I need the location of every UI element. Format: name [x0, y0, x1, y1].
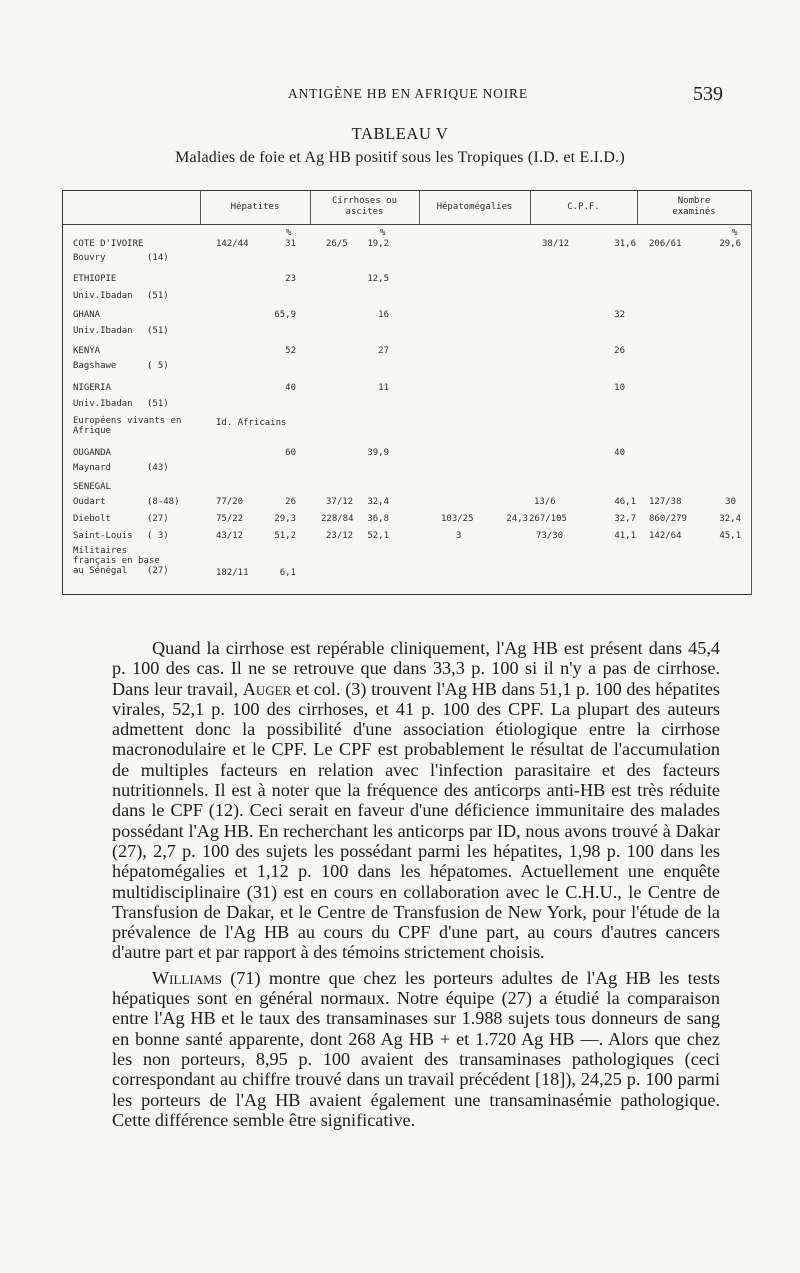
cpf-pct: 10 — [614, 383, 625, 393]
nb-ratio: 142/64 — [649, 531, 682, 541]
cir-pct: 19,2 — [367, 239, 389, 249]
hm-ratio: 3 — [456, 531, 462, 541]
hep-pct: 65,9 — [274, 310, 296, 320]
header-hepatomegalies: Hépatomégalies — [436, 202, 513, 212]
paragraph-1-part-a: Quand la cirrhose est repérable cliniquement, l'Ag HB est présent dans 45,4 p. 100 des cas. Il ne se retrouve que dans 33,3 p. 100 si il n'y a pas de cirrhose. Dans leur travail, — [112, 638, 720, 699]
paragraph-1 — [112, 638, 720, 963]
hep-ratio: 182/11 — [216, 568, 249, 578]
header-cpf: C.P.F. — [567, 202, 600, 212]
cpf-pct: 31,6 — [614, 239, 636, 249]
row-country: GHANA — [73, 310, 101, 320]
row-author: Univ.Ibadan — [73, 399, 133, 409]
cpf-pct: 46,1 — [614, 497, 636, 507]
hep-pct: 6,1 — [279, 568, 296, 578]
nb-pct: 32,4 — [719, 514, 741, 524]
row-author: Saint-Louis — [73, 531, 133, 541]
militaires-label: Militaires — [73, 546, 128, 556]
cpf-ratio: 267/105 — [529, 514, 567, 524]
paragraph-1-part-b: et col. (3) trouvent l'Ag HB dans 51,1 p. 100 des hépatites virales, 52,1 p. 100 des cirrhoses, et 41 p. 100 des CPF. La plupart des auteurs admettent donc la possibilité d'une association étiologique entre la cirrhose macronodulaire et le CPF. Le CPF est probablement le résultat de l'accumulation de multiples facteurs en relation avec l'infection parasitaire et des facteurs nutritionnels. Il est à noter que la fréquence des anticorps anti-HB est très réduite dans le CPF (12). Ceci serait en faveur d'une déficience immunitaire des malades possédant l'Ag HB. En recherchant les anticorps par ID, nous avons trouvé à Dakar (27), 2,7 p. 100 des sujets les possédant parmi les hépatites, 1,98 p. 100 dans les hépatomégalies et 1,12 p. 100 dans les hépatomes. Actuellement une enquête multidisciplinaire (31) est en cours en collaboration avec le C.H.U., le Centre de Transfusion de Dakar, et le Centre de Transfusion de New York, pour l'étude de la prévalence de l'Ag HB au cours du CPF d'une part, au cours d'autres cancers d'autre part et par rapport à des témoins strictement choisis. — [112, 678, 720, 963]
body-text — [112, 638, 720, 1130]
row-ref: (14) — [147, 253, 169, 263]
hep-ratio: 77/20 — [216, 497, 244, 507]
hep-ratio: 43/12 — [216, 531, 244, 541]
cir-pct: 36,8 — [367, 514, 389, 524]
hep-ratio: 142/44 — [216, 239, 249, 249]
page-number: 539 — [693, 83, 723, 105]
cpf-pct: 26 — [614, 346, 625, 356]
hep-pct: 51,2 — [274, 531, 296, 541]
row-country: COTE D'IVOIRE — [73, 239, 144, 249]
cpf-ratio: 73/30 — [536, 531, 564, 541]
data-table — [62, 190, 752, 595]
nb-pct: 45,1 — [719, 531, 741, 541]
hm-ratio: 103/25 — [441, 514, 474, 524]
paragraph-2-text: (71) montre que chez les porteurs adultes de l'Ag HB les tests hépatiques sont en général normaux. Notre équipe (27) a étudié la comparaison entre l'Ag HB et le taux des transaminases sur 1.988 sujets tous donneurs de sang en bonne santé apparente, dont 268 Ag HB + et 1.720 Ag HB —. Alors que chez les non porteurs, 8,95 p. 100 avaient des transaminases pathologiques (ceci correspondant au chiffre trouvé dans un travail précédent [18]), 24,25 p. 100 parmi les porteurs de l'Ag HB avaient également une transaminasémie pathologique. Cette différence semble être significative. — [112, 967, 720, 1130]
hep-pct: 52 — [285, 346, 296, 356]
nb-ratio: 127/38 — [649, 497, 682, 507]
header-nombre — [637, 196, 751, 218]
cpf-pct: 41,1 — [614, 531, 636, 541]
cir-pct: 27 — [378, 346, 389, 356]
militaires-label-line2: français en base — [73, 556, 160, 566]
table-header-rule — [63, 224, 751, 225]
paragraph-2 — [112, 968, 720, 1130]
header-nombre-line1: Nombre — [677, 196, 711, 206]
header-cirrhoses — [310, 196, 419, 218]
header-cirrhoses-line1: Cirrhoses ou — [331, 196, 398, 206]
row-ref: (51) — [147, 399, 169, 409]
table-caption: Maladies de foie et Ag HB positif sous les Tropiques (I.D. et E.I.D.) — [175, 149, 625, 166]
header-hepatites: Hépatites — [230, 202, 280, 212]
cpf-pct: 32,7 — [614, 514, 636, 524]
hep-pct: 60 — [285, 448, 296, 458]
militaires-label-line3: au Sénégal — [73, 566, 128, 576]
cpf-ratio: 13/6 — [534, 497, 556, 507]
table-bottom-rule — [63, 594, 751, 595]
table-title: TABLEAU V — [351, 124, 449, 143]
hep-pct: 40 — [285, 383, 296, 393]
row-country: NIGERIA — [73, 383, 111, 393]
row-author: Univ.Ibadan — [73, 291, 133, 301]
cir-pct: 11 — [378, 383, 389, 393]
header-cirrhoses-line2: ascites — [345, 207, 384, 217]
hep-pct: 31 — [285, 239, 296, 249]
cir-ratio: 228/84 — [321, 514, 354, 524]
cir-ratio: 26/5 — [326, 239, 348, 249]
cir-pct: 52,1 — [367, 531, 389, 541]
cir-pct: 32,4 — [367, 497, 389, 507]
cpf-pct: 40 — [614, 448, 625, 458]
row-country: KENYA — [73, 346, 101, 356]
row-author: Maynard — [73, 463, 111, 473]
cpf-pct: 32 — [614, 310, 625, 320]
hep-pct: 23 — [285, 274, 296, 284]
percent-mark: % — [732, 228, 738, 238]
row-ref: ( 3) — [147, 531, 169, 541]
row-ref: (51) — [147, 326, 169, 336]
row-author: Bagshawe — [73, 361, 117, 371]
row-ref: (27) — [147, 514, 169, 524]
europeens-label: Européens vivants en — [73, 416, 182, 426]
row-author: Diebolt — [73, 514, 111, 524]
header-nombre-line2: examinés — [672, 207, 716, 217]
cir-pct: 12,5 — [367, 274, 389, 284]
row-author: Oudart — [73, 497, 106, 507]
author-williams: Williams — [152, 967, 222, 988]
hm-pct: 24,3 — [506, 514, 528, 524]
running-header — [0, 83, 800, 110]
row-author: Univ.Ibadan — [73, 326, 133, 336]
cir-ratio: 23/12 — [326, 531, 354, 541]
hep-pct: 29,3 — [274, 514, 296, 524]
nb-pct: 30 — [725, 497, 736, 507]
row-ref: (8-48) — [147, 497, 180, 507]
hep-ratio: 75/22 — [216, 514, 244, 524]
cir-pct: 16 — [378, 310, 389, 320]
europeens-value: Id. Africains — [216, 418, 287, 428]
row-ref: (51) — [147, 291, 169, 301]
table-top-rule — [63, 190, 751, 191]
hep-pct: 26 — [285, 497, 296, 507]
row-author: Bouvry — [73, 253, 106, 263]
row-ref: (43) — [147, 463, 169, 473]
row-ref: ( 5) — [147, 361, 169, 371]
nb-ratio: 206/61 — [649, 239, 682, 249]
row-country: ETHIOPIE — [73, 274, 117, 284]
row-ref: (27) — [147, 566, 169, 576]
row-country: OUGANDA — [73, 448, 111, 458]
cpf-ratio: 38/12 — [542, 239, 570, 249]
cir-pct: 39,9 — [367, 448, 389, 458]
percent-mark: % — [286, 228, 292, 238]
nb-pct: 29,6 — [719, 239, 741, 249]
author-auger: Auger — [242, 678, 292, 699]
cir-ratio: 37/12 — [326, 497, 354, 507]
europeens-label-line2: Afrique — [73, 426, 111, 436]
nb-ratio: 860/279 — [649, 514, 687, 524]
percent-mark: % — [380, 228, 386, 238]
running-title: ANTIGÈNE HB EN AFRIQUE NOIRE — [288, 86, 528, 101]
row-country: SENEGAL — [73, 482, 111, 492]
